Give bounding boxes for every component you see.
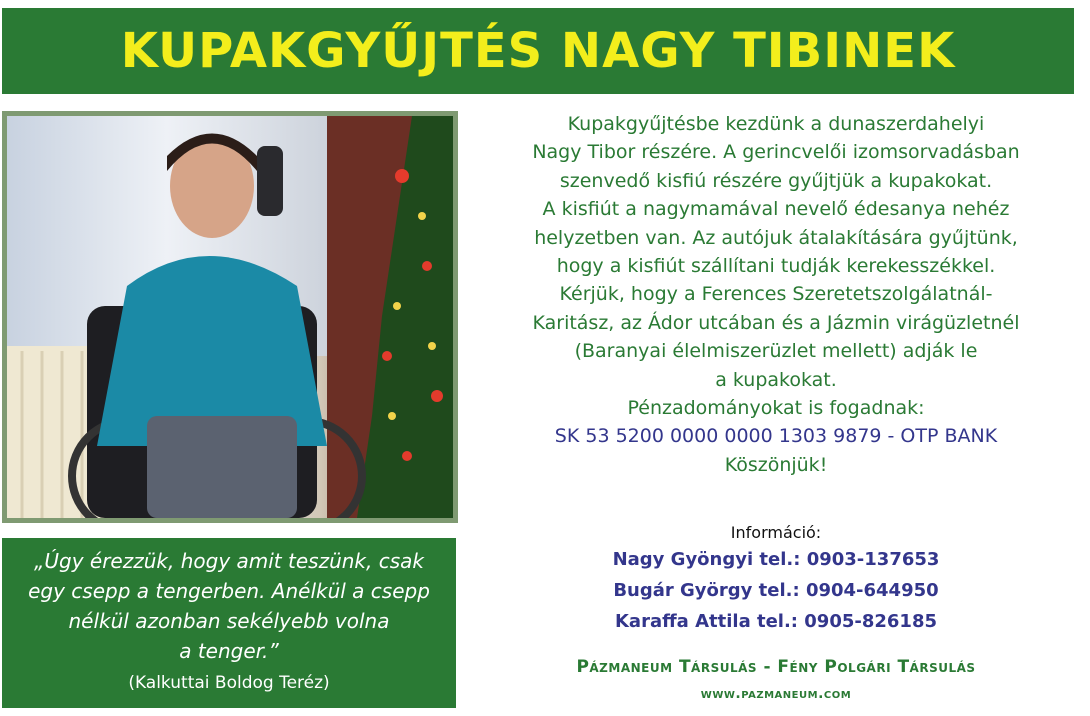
appeal-line: A kisfiút a nagymamával nevelő édesanya nehéz bbox=[542, 198, 1010, 221]
quote-line: a tenger.” bbox=[179, 639, 279, 663]
thanks-text: Köszönjük! bbox=[724, 453, 828, 476]
appeal-text bbox=[470, 110, 1082, 479]
contact-line: Karaffa Attila tel.: 0905-826185 bbox=[614, 611, 937, 632]
quote-line: nélkül azonban sekélyebb volna bbox=[68, 609, 390, 633]
organizations-footer bbox=[470, 655, 1082, 709]
contact-line: Nagy Gyöngyi tel.: 0903-137653 bbox=[612, 549, 940, 570]
appeal-line: Kérjük, hogy a Ferences Szeretetszolgálatnál- bbox=[559, 283, 993, 306]
bank-account: SK 53 5200 0000 0000 1303 9879 - OTP BANK bbox=[554, 425, 998, 448]
appeal-line: helyzetben van. Az autójuk átalakítására gyűjtünk, bbox=[534, 226, 1018, 249]
quote-author: (Kalkuttai Boldog Teréz) bbox=[128, 673, 330, 693]
appeal-line: Pénzadományokat is fogadnak: bbox=[627, 397, 925, 420]
appeal-line: Kupakgyűjtésbe kezdünk a dunaszerdahelyi bbox=[567, 113, 985, 135]
info-heading: Információ: bbox=[730, 523, 822, 542]
contact-line: Bugár György tel.: 0904-644950 bbox=[613, 580, 939, 601]
photo-frame bbox=[2, 111, 458, 523]
quote-box bbox=[2, 538, 456, 708]
boy-in-wheelchair-photo bbox=[7, 116, 453, 518]
appeal-line: Nagy Tibor részére. A gerincvelői izomsorvadásban bbox=[532, 141, 1020, 164]
appeal-line: szenvedő kisfiú részére gyűjtjük a kupakokat. bbox=[559, 169, 993, 192]
photo-illustration bbox=[7, 116, 453, 518]
organizations-line: Pázmaneum Társulás - Fény Polgári Társulás bbox=[576, 657, 976, 677]
appeal-line: hogy a kisfiút szállítani tudják kerekesszékkel. bbox=[556, 255, 996, 278]
appeal-line: a kupakokat. bbox=[715, 368, 837, 391]
title-banner bbox=[2, 8, 1074, 94]
appeal-line: (Baranyai élelmiszerüzlet mellett) adják le bbox=[574, 340, 978, 363]
appeal-line: Karitász, az Ádor utcában és a Jázmin virágüzletnél bbox=[532, 311, 1020, 334]
page-title: KUPAKGYŰJTÉS NAGY TIBINEK bbox=[120, 23, 956, 79]
quote-line: „Úgy érezzük, hogy amit teszünk, csak bbox=[34, 549, 424, 573]
quote-line: egy csepp a tengerben. Anélkül a csepp bbox=[28, 579, 430, 603]
website-link[interactable]: www.pazmaneum.com bbox=[700, 686, 852, 702]
contact-info bbox=[470, 522, 1082, 637]
